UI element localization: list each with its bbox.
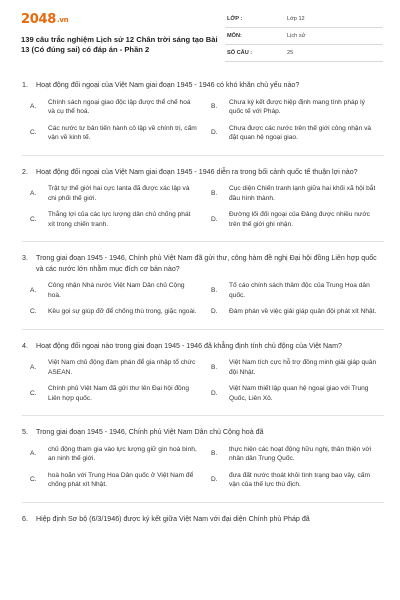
meta-row-subject <box>225 30 383 45</box>
option-text: Chính phủ Việt Nam đã gửi thư lên Đại hội đồng Liên hợp quốc. <box>48 385 190 402</box>
answer-option[interactable] <box>30 281 203 300</box>
option-text: Công nhận Nhà nước Việt Nam Dân chủ Cộng hoà. <box>48 282 185 299</box>
option-letter: C. <box>30 476 37 484</box>
option-text: Việt Nam thiết lập quan hệ ngoại giao với Trung Quốc, Liên Xô. <box>229 385 369 402</box>
answer-option[interactable] <box>211 281 384 300</box>
question-list <box>22 80 384 536</box>
page-header <box>0 0 400 72</box>
option-letter: A. <box>30 103 37 111</box>
question-text <box>22 514 384 525</box>
answer-option[interactable] <box>30 445 203 464</box>
question-number: 4. <box>22 341 28 350</box>
meta-row-class <box>225 13 383 28</box>
option-letter: C. <box>30 215 37 223</box>
answer-option[interactable] <box>211 210 384 229</box>
option-letter: C. <box>30 308 37 315</box>
option-text: thực hiện các hoạt động hữu nghị, thân thiện với nhân dân Trung Quốc. <box>229 445 372 462</box>
meta-row-count <box>225 47 383 62</box>
option-text: Trật tự thế giới hai cực Ianta đã được xác lập và chi phối thế giới. <box>48 185 190 202</box>
question-item <box>22 427 384 490</box>
meta-label: MÔN: <box>227 33 242 39</box>
option-letter: D. <box>211 476 218 484</box>
question-number: 3. <box>22 254 28 262</box>
option-text: Việt Nam tích cực hỗ trợ đồng minh giải giáp quân đội Nhật. <box>229 359 377 376</box>
answer-option[interactable] <box>30 471 203 490</box>
question-number: 5. <box>22 428 28 436</box>
answer-options <box>22 281 384 317</box>
option-text: Thắng lợi của các lực lượng dân chủ chống phát xít trong chiến tranh. <box>48 211 191 228</box>
option-text: Tố cáo chính sách thâm độc của Trung Hoa dân quốc. <box>229 282 370 299</box>
answer-options <box>22 445 384 490</box>
logo-text: 2048 <box>21 12 56 27</box>
option-text: Đường lối đối ngoại của Đảng được nhiều nước trên thế giới ghi nhận. <box>229 211 370 228</box>
answer-option[interactable] <box>30 184 203 203</box>
question-body: Hoạt động đối ngoại của Việt Nam giai đoạn 1945 - 1946 diễn ra trong bối cảnh quốc tế thuận lợi nào? <box>36 167 358 176</box>
question-body: Hoạt động đối ngoại nào trong giai đoạn 1945 - 1946 đã khẳng định tính chủ động của Việt Nam? <box>36 341 342 350</box>
option-letter: D. <box>211 389 218 397</box>
option-text: Chưa được các nước trên thế giới công nhận và đặt quan hệ ngoại giao. <box>229 124 372 141</box>
question-number: 2. <box>22 167 28 176</box>
question-body: Trong giai đoạn 1945 - 1946, Chính phủ Việt Nam Dân chủ Cộng hoà đã <box>36 428 264 436</box>
option-text: Kêu gọi sự giúp đỡ để chống thù trong, giặc ngoài. <box>48 308 197 315</box>
answer-option[interactable] <box>30 358 203 377</box>
answer-option[interactable] <box>211 307 384 317</box>
question-body: Hoạt động đối ngoại của Việt Nam giai đoạn 1945 - 1946 có khó khăn chủ yếu nào? <box>36 81 300 89</box>
option-letter: B. <box>211 286 218 294</box>
question-text <box>22 427 384 438</box>
answer-option[interactable] <box>211 184 384 203</box>
answer-options <box>22 358 384 403</box>
question-text <box>22 341 384 352</box>
option-text: Chính sách ngoại giao độc lập được thể chế hoá và cụ thể hoá. <box>48 98 191 115</box>
option-letter: A. <box>30 363 37 371</box>
meta-label: LỚP : <box>227 16 243 22</box>
option-letter: B. <box>211 103 218 111</box>
answer-option[interactable] <box>30 124 203 143</box>
question-body: Trong giai đoạn 1945 - 1946, Chính phủ Việt Nam đã gửi thư, công hàm đề nghị Đại hội đồng Liên hợp quốc và các nước lớn nhằm mục đích cơ bản nào? <box>36 254 377 273</box>
question-item <box>22 80 384 143</box>
divider <box>22 241 384 242</box>
meta-value: Lớp 12 <box>287 16 305 22</box>
question-text <box>22 253 384 274</box>
answer-option[interactable] <box>211 124 384 143</box>
site-logo[interactable] <box>21 12 68 27</box>
option-letter: A. <box>30 450 37 458</box>
divider <box>22 415 384 416</box>
answer-option[interactable] <box>211 471 384 490</box>
question-text <box>22 80 384 91</box>
answer-option[interactable] <box>211 445 384 464</box>
option-text: Các nước tư bản tiến hành cô lập về chính trị, cấm vận về kinh tế. <box>48 124 197 141</box>
divider <box>22 329 384 330</box>
option-letter: B. <box>211 450 218 458</box>
answer-option[interactable] <box>30 307 203 317</box>
logo-suffix: .vn <box>56 16 69 24</box>
divider <box>22 502 384 503</box>
answer-option[interactable] <box>211 384 384 403</box>
answer-option[interactable] <box>211 358 384 377</box>
answer-options <box>22 184 384 229</box>
option-letter: D. <box>211 215 218 223</box>
option-letter: C. <box>30 129 37 137</box>
option-letter: B. <box>211 189 218 197</box>
meta-table <box>225 13 383 62</box>
question-number: 6. <box>22 514 28 523</box>
question-item <box>22 341 384 404</box>
option-text: chủ động tham gia vào lực lượng giữ gìn hoà bình, an ninh thế giới. <box>48 445 197 462</box>
option-text: Đàm phán về việc giải giáp quân đội phát xít Nhật. <box>229 308 377 315</box>
option-letter: C. <box>30 389 37 397</box>
answer-option[interactable] <box>211 98 384 117</box>
answer-options <box>22 98 384 143</box>
option-letter: B. <box>211 363 218 371</box>
option-text: hoà hoãn với Trung Hoa Dân quốc ở Việt Nam để chống phát xít Nhật. <box>48 471 194 488</box>
document-title: 139 câu trắc nghiệm Lịch sử 12 Chân trời sáng tạo Bài 13 (Có đúng sai) có đáp án - Phần 2 <box>21 35 218 54</box>
option-letter: A. <box>30 189 37 197</box>
question-item <box>22 167 384 230</box>
option-letter: D. <box>211 129 218 137</box>
question-body: Hiệp định Sơ bộ (6/3/1946) được ký kết giữa Việt Nam với đại diện Chính phủ Pháp đã <box>36 514 310 523</box>
option-text: Việt Nam chủ động đàm phán để gia nhập tổ chức ASEAN. <box>48 359 196 376</box>
question-item <box>22 514 384 525</box>
meta-value: Lịch sử <box>287 33 306 39</box>
answer-option[interactable] <box>30 384 203 403</box>
answer-option[interactable] <box>30 98 203 117</box>
option-text: Chưa ký kết được hiệp định mang tính pháp lý quốc tế với Pháp. <box>229 98 365 115</box>
question-item <box>22 253 384 317</box>
divider <box>22 155 384 156</box>
option-text: đưa đất nước thoát khỏi tình trạng bao vây, cấm vận của thế lực thù địch. <box>229 471 370 488</box>
option-text: Cục diện Chiến tranh lạnh giữa hai khối xã hội bắt đầu hình thành. <box>229 185 376 202</box>
meta-label: SỐ CÂU : <box>227 50 253 56</box>
meta-value: 25 <box>287 50 294 56</box>
question-number: 1. <box>22 81 28 89</box>
option-letter: D. <box>211 308 218 315</box>
question-text <box>22 167 384 178</box>
option-letter: A. <box>30 286 37 294</box>
answer-option[interactable] <box>30 210 203 229</box>
